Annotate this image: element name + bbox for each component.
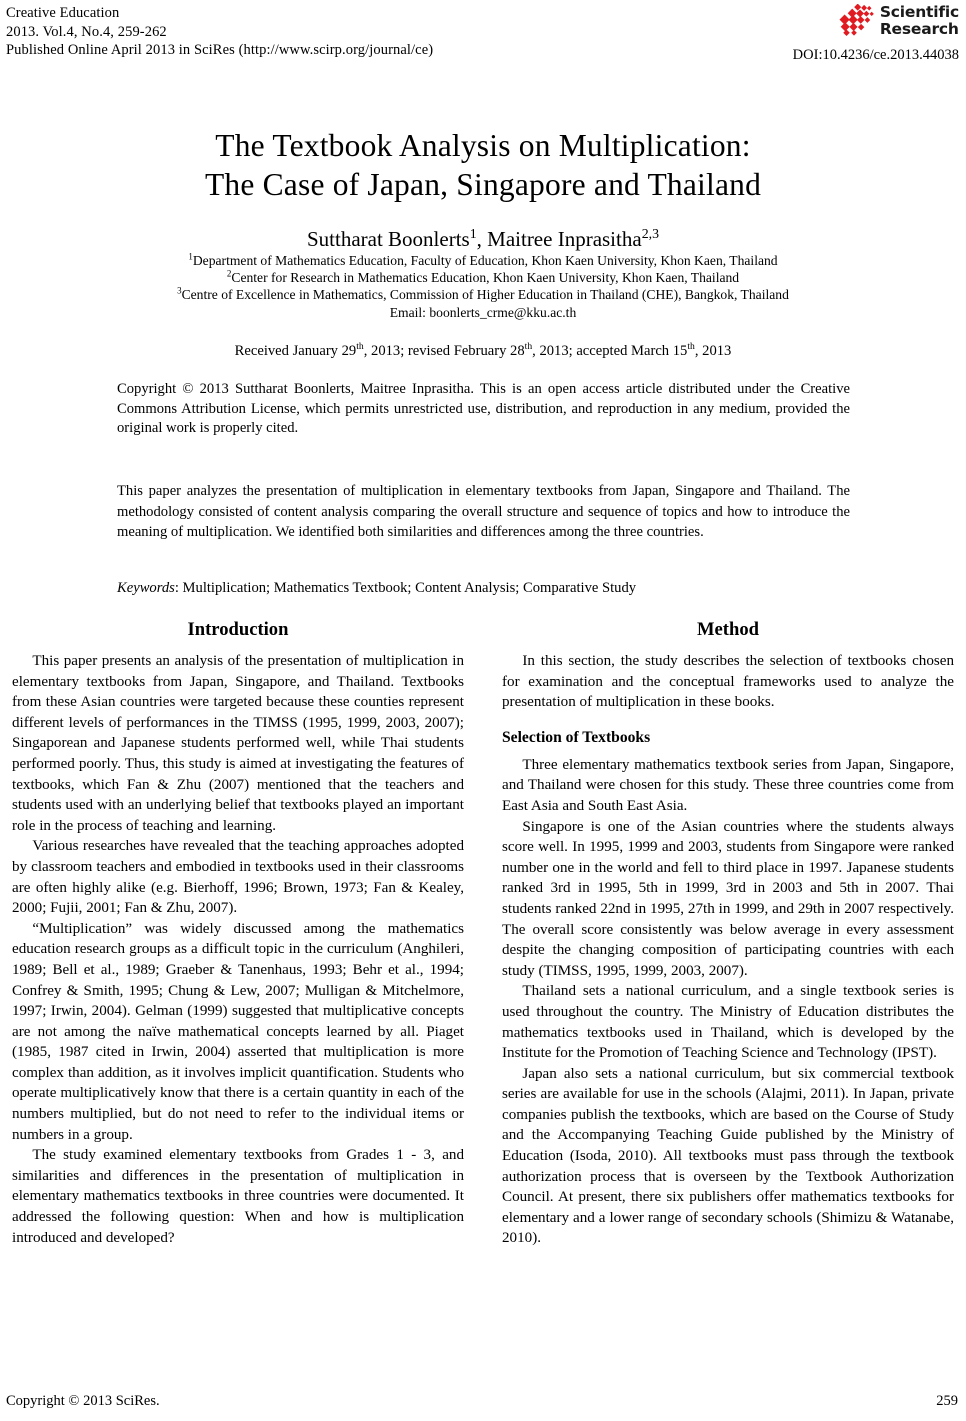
journal-name: Creative Education [6,5,120,21]
author-byline [60,226,906,252]
body-columns [12,618,954,1373]
accepted-year: , 2013 [694,343,732,359]
paragraph: This paper presents an analysis of the presentation of multiplication in elementary textbooks from Japan, Singapore, and Thailand. Textbooks from these Asian countries were targeted because these counties represent different levels of performances in the TIMSS (1995, 1999, 2003, 2007); Singaporean and Japanese students performed well, while Thai students performed poorly. Thus, this study is aimed at investigating the features of textbooks, which Fan & Zhu (2007) mentioned that the teachers and students used with an underlying belief that textbooks played an important role in the process of teaching and learning. [12,653,464,834]
page-title [60,126,906,204]
scientific-research-logo [838,4,959,37]
title-line-2: The Case of Japan, Singapore and Thailand [204,167,762,203]
paragraph: Various researches have revealed that the teaching approaches adopted by classroom teachers and embodied in textbooks used in their classrooms are often highly alike (e.g. Bierhoff, 1996; Brown, 1973; Fan & Kealey, 2000; Fujii, 2001; Fan & Zhu, 2007). [12,838,464,917]
affiliation-marker: 2 [226,268,232,279]
accepted-label: , 2013; accepted March 15 [532,343,688,359]
revised-ordinal: th [524,341,533,353]
author-separator: , [476,227,488,251]
logo-wordmark [880,4,959,37]
author-2-affil-marker: 2,3 [641,226,660,241]
paragraph: Thailand sets a national curriculum, and a single textbook series is used throughout the country. The Ministry of Education distributes the mathematics textbooks used in Thailand, which is developed by the Institute for the Promotion of Teaching Science and Technology (IPST). [502,983,954,1062]
section-heading-introduction: Introduction [187,619,289,640]
paragraph: “Multiplication” was widely discussed among the mathematics education research groups as a difficult topic in the curriculum (Anghileri, 1989; Bell et al., 1989; Graeber & Tanenhaus, 1993; Behr et al., 1994; Confrey & Smith, 1995; Chung & Lew, 2007; Mulligan & Mitchelmore, 1997; Irwin, 2004). Gelman (1999) suggested that multiplicative concepts are not among the naïve mathematical concepts learned by all. Piaget (1985, 1987 cited in Irwin, 2004) asserted that multiplication is more complex than addition, as it involves implicit quantification. Students who operate multiplicatively know that there is a certain quantity in each of the numbers multiplied, but do not need to refer to the individual items or numbers in a group. [12,920,464,1143]
affiliation-item [48,252,918,269]
section-heading-method: Method [697,619,759,640]
abstract-text: This paper analyzes the presentation of multiplication in elementary textbooks from Japan, Singapore and Thailand. The methodology consisted of content analysis comparing the overall structure and sequence of topics and how to introduce the meaning of multiplication. We identified both similarities and differences among the three countries. [117,483,850,541]
affiliation-text: Department of Mathematics Education, Faculty of Education, Khon Kaen University, Khon Kaen, Thailand [192,253,778,268]
logo-word-scientific: Scientific [879,3,959,21]
diamond-grid-logo-icon [838,4,876,37]
page-footer [6,1393,960,1413]
affiliation-list [48,252,918,321]
journal-info [6,4,433,60]
left-column [12,618,464,1373]
paragraph: Singapore is one of the Asian countries where the students always score well. In 1995, 1999 and 2003, students from Singapore were ranked number one in the world and fell to third place in 1997. Japanese students ranked 3rd in 1995, 5th in 1999, 3rd in 2003 and 5th in 2007. Thai students ranked 22nd in 1995, 27th in 1999, and 29th in 2007 respectively. The overall score consistently was below average in every assessment despite the changing composition of participating countries with each study (TIMSS, 1995, 1999, 2003, 2007). [502,818,954,979]
journal-issue: 2013. Vol.4, No.4, 259-262 [6,23,167,40]
masthead [6,4,960,66]
author-1-affil-marker: 1 [469,226,477,241]
received-label: Received January 29 [234,343,357,359]
affiliation-item [48,269,918,286]
subsection-heading-selection-of-textbooks: Selection of Textbooks [502,728,651,746]
journal-published-line: Published Online April 2013 in SciRes (http://www.scirp.org/journal/ce) [6,42,434,59]
author-name-1: Suttharat Boonlerts [306,227,470,251]
affiliation-marker: 1 [188,251,193,262]
author-email[interactable]: Email: boonlerts_crme@kku.ac.th [389,304,577,320]
keywords-label: Keywords [117,580,175,596]
copyright-notice: Copyright © 2013 Suttharat Boonlerts, Maitree Inprasitha. This is an open access article distributed under the Creative Commons Attribution License, which permits unrestricted use, distribution, and reproduction in any medium, provided the original work is properly cited. [117,381,850,437]
author-name-2: Maitree Inprasitha [487,227,642,251]
affiliation-item [48,286,918,303]
paragraph: Japan also sets a national curriculum, but six commercial textbook series are available for use in the schools (Alajmi, 2011). In Japan, private companies publish the textbooks, which are based on the Course of Study and the Accompanying Teaching Guide published by the Ministry of Education (Isoda, 2010). All textbooks must pass through the textbook authorization process that is overseen by the Textbook Authorization Council. At present, there six publishers offer mathematics textbooks for elementary and a lower range of secondary schools (Shimizu & Watanabe, 2010). [502,1065,954,1247]
revised-label: , 2013; revised February 28 [363,343,525,359]
affiliation-marker: 3 [177,285,182,296]
keywords [117,578,850,598]
keywords-value: Multiplication; Mathematics Textbook; Content Analysis; Comparative Study [182,580,637,596]
accepted-ordinal: th [687,341,695,353]
paragraph: The study examined elementary textbooks from Grades 1 - 3, and similarities and differences in the presentation of multiplication in elementary mathematics textbooks in three countries were documented. It addressed the following question: When and how is multiplication introduced and developed? [12,1147,464,1246]
affiliation-text: Center for Research in Mathematics Education, Khon Kaen University, Khon Kaen, Thailand [231,270,740,286]
right-column [502,618,954,1373]
paragraph: In this section, the study describes the selection of textbooks chosen for examination and the conceptual frameworks used to analyze the presentation of multiplication in these books. [502,653,954,711]
received-ordinal: th [356,341,364,353]
title-line-1: The Textbook Analysis on Multiplication: [215,128,751,164]
doi-text: DOI:10.4236/ce.2013.44038 [792,47,959,63]
keywords-separator: : [174,580,183,596]
footer-page-number: 259 [936,1393,958,1409]
footer-copyright: Copyright © 2013 SciRes. [6,1393,160,1409]
publication-dates [60,342,906,361]
affiliation-text: Centre of Excellence in Mathematics, Commission of Higher Education in Thailand (CHE), Bangkok, Thailand [181,287,789,303]
logo-word-research: Research [879,19,959,38]
paragraph: Three elementary mathematics textbook series from Japan, Singapore, and Thailand were chosen for this study. These three countries come from East Asia and South East Asia. [502,756,954,814]
